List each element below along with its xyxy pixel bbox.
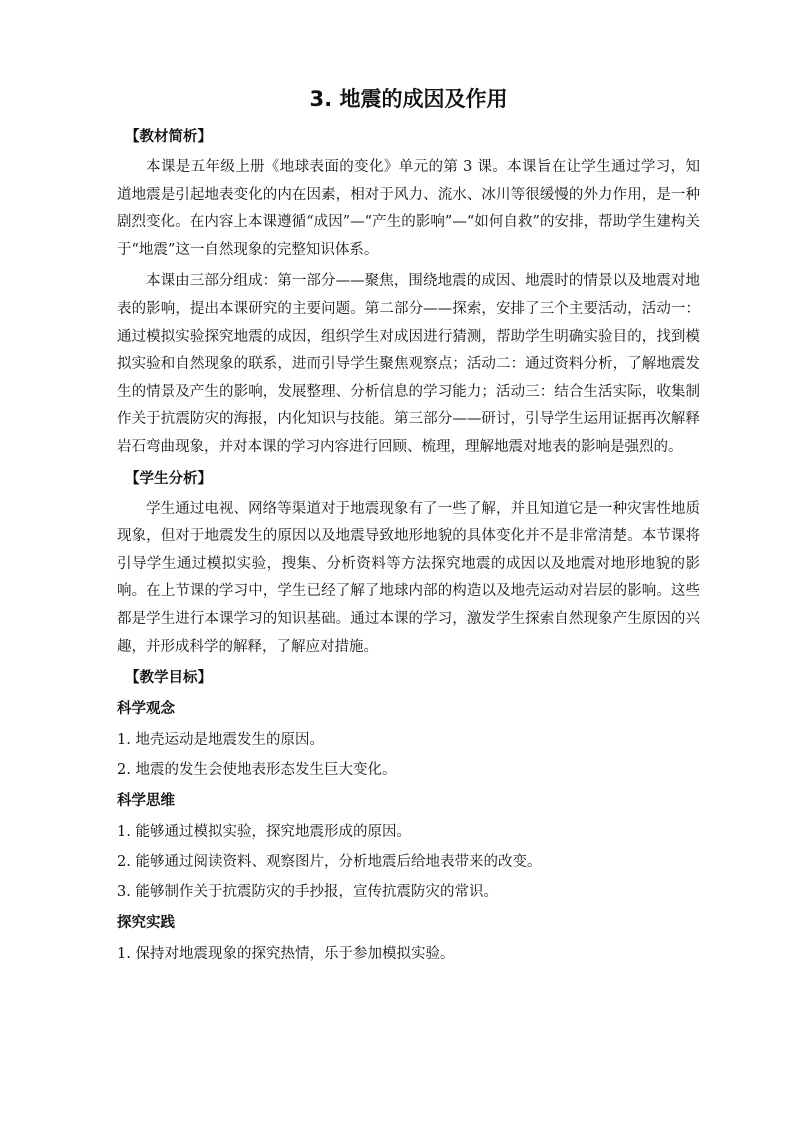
thinking-item-2: 2. 能够通过阅读资料、观察图片，分析地震后给地表带来的改变。 — [117, 854, 542, 871]
subheading-science-thinking: 科学思维 — [117, 793, 175, 810]
heading-textbook-analysis: 【教材简析】 — [125, 129, 212, 145]
heading-student-analysis: 【学生分析】 — [125, 470, 212, 487]
practice-item-1: 1. 保持对地震现象的探究热情，乐于参加模拟实验。 — [117, 946, 455, 963]
heading-teaching-goals: 【教学目标】 — [125, 670, 212, 687]
student-paragraph-1: 学生通过电视、网络等渠道对于地震现象有了一些了解，并且知道它是一种灾害性地质现象，但对于地震发生的原因以及地震导致地形地貌的具体变化并不是非常清楚。本节课将引导学生通过模拟实验，搜集、分析资料等方法探究地震的成因以及地震对地形地貌的影响。在上节课的学习中，学生已经了解了地球内部的构造以及地壳运动对岩层的影响。这些都是学生进行本课学习的知识基础。通过本课的学习，激发学生探索自然现象产生原因的兴趣，并形成科学的解释，了解应对措施。 — [117, 500, 700, 655]
thinking-item-3: 3. 能够制作关于抗震防灾的手抄报，宣传抗震防灾的常识。 — [117, 884, 498, 901]
subheading-science-concepts: 科学观念 — [117, 701, 175, 718]
textbook-paragraph-1: 本课是五年级上册《地球表面的变化》单元的第 3 课。本课旨在让学生通过学习，知道地震是引起地表变化的内在因素，相对于风力、流水、冰川等很缓慢的外力作用，是一种剧烈变化。在内容上本课遵循“成因”—“产生的影响”—“如何自救”的安排，帮助学生建构关于“地震”这一自然现象的完整知识体系。 — [117, 159, 700, 258]
document-title: 3. 地震的成因及作用 — [309, 87, 508, 111]
thinking-item-1: 1. 能够通过模拟实验，探究地震形成的原因。 — [117, 824, 411, 841]
textbook-paragraph-2: 本课由三部分组成：第一部分——聚焦，围绕地震的成因、地震时的情景以及地震对地表的影响，提出本课研究的主要问题。第二部分——探索，安排了三个主要活动，活动一：通过模拟实验探究地震的成因，组织学生对成因进行猜测，帮助学生明确实验目的，找到模拟实验和自然现象的联系，进而引导学生聚焦观察点；活动二：通过资料分析，了解地震发生的情景及产生的影响，发展整理、分析信息的学习能力；活动三：结合生活实际，收集制作关于抗震防灾的海报，内化知识与技能。第三部分——研讨，引导学生运用证据再次解释岩石弯曲现象，并对本课的学习内容进行回顾、梳理，理解地震对地表的影响是强烈的。 — [117, 273, 700, 455]
concept-item-1: 1. 地壳运动是地震发生的原因。 — [117, 732, 324, 749]
concept-item-2: 2. 地震的发生会使地表形态发生巨大变化。 — [117, 762, 397, 779]
subheading-inquiry-practice: 探究实践 — [117, 915, 175, 932]
